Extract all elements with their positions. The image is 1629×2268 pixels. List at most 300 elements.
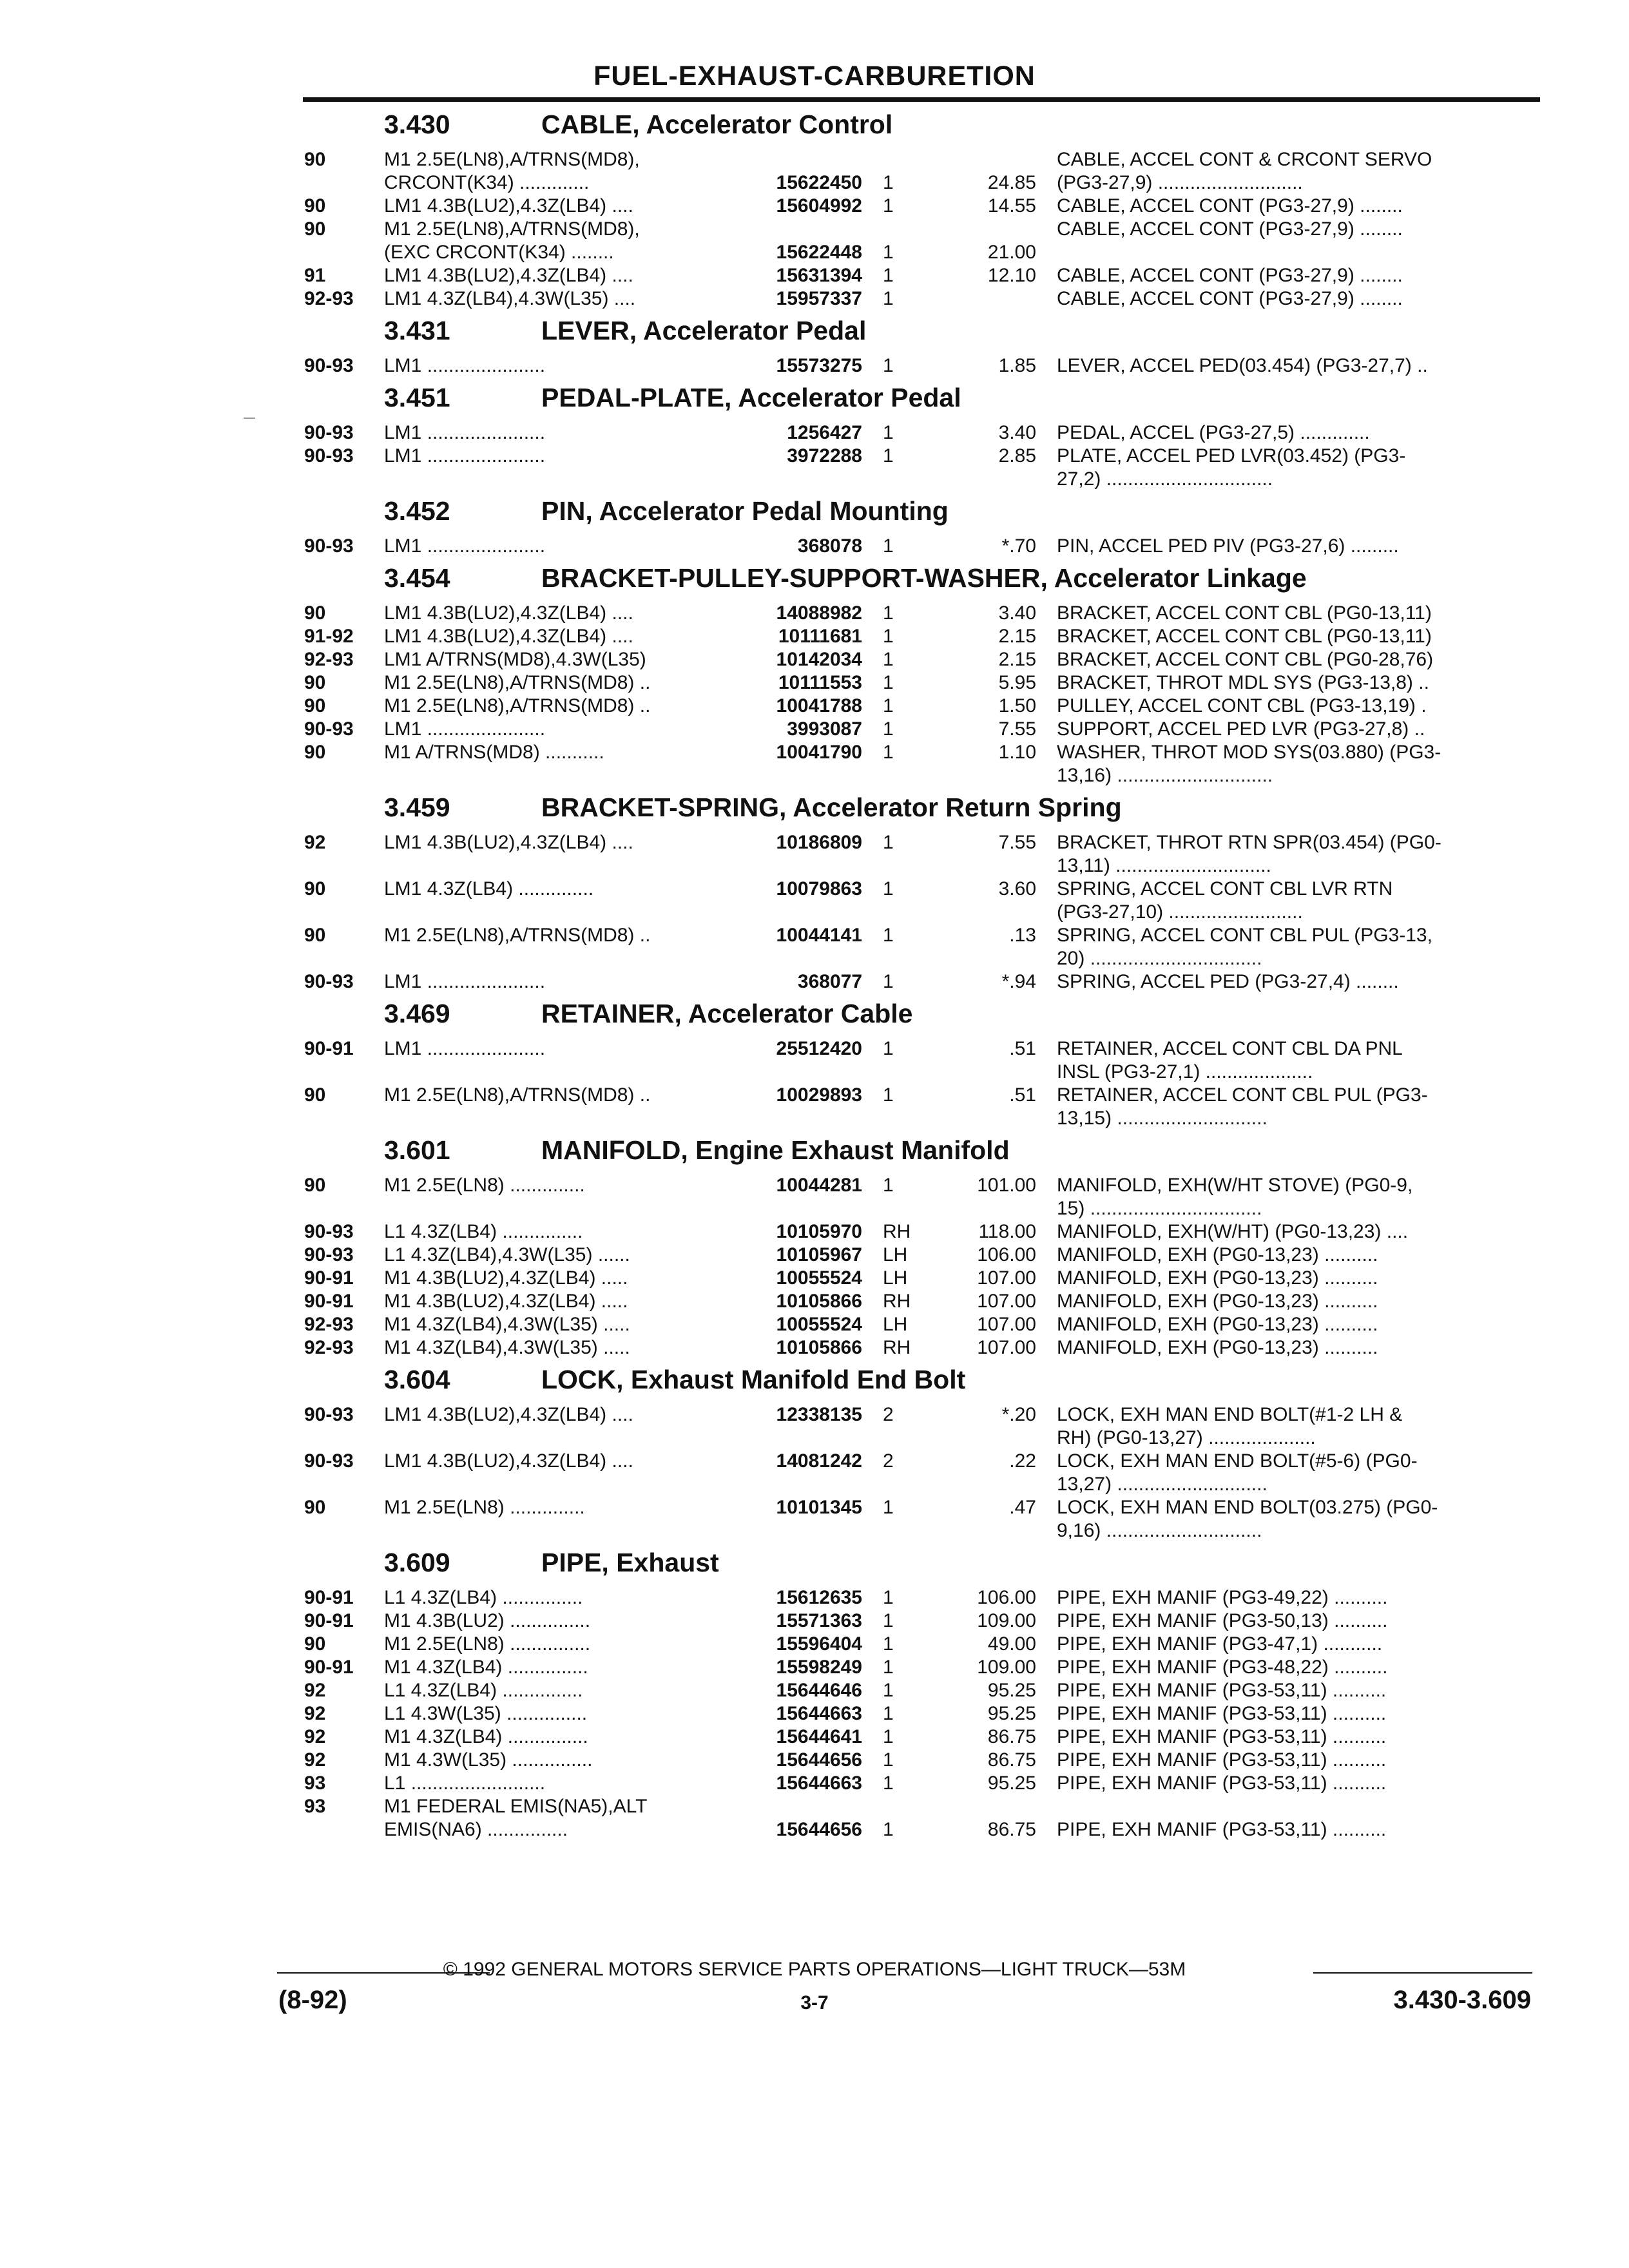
price: 21.00 [987,242,1036,263]
application-line: L1 4.3Z(LB4),4.3W(L35) ...... [384,1244,630,1265]
description-line: PIPE, EXH MANIF (PG3-47,1) ........... [1057,1633,1383,1655]
section-heading [0,563,1629,602]
application [384,671,726,695]
year-range: 90-91 [304,1657,354,1678]
part-row [0,1656,1629,1679]
description [1057,535,1534,558]
quantity: RH [883,1337,911,1358]
description-line: SPRING, ACCEL CONT CBL PUL (PG3-13, [1057,925,1432,946]
quantity: 1 [883,172,894,193]
description-line: LEVER, ACCEL PED(03.454) (PG3-27,7) .. [1057,355,1428,376]
price: 1.50 [998,695,1036,716]
part-row [0,602,1629,625]
description-line: PIPE, EXH MANIF (PG3-50,13) .......... [1057,1610,1388,1631]
application-line: M1 4.3Z(LB4) ............... [384,1726,588,1747]
quantity: LH [883,1314,908,1335]
quantity: 1 [883,355,894,376]
price: 24.85 [987,172,1036,193]
description [1057,1749,1534,1772]
part-number: 15604992 [776,195,862,216]
description-line: PEDAL, ACCEL (PG3-27,5) ............. [1057,422,1370,443]
application-line: (EXC CRCONT(K34) ........ [384,242,614,263]
part-number: 15644663 [776,1703,862,1724]
application-line: M1 A/TRNS(MD8) ........... [384,742,604,763]
application-line: M1 4.3W(L35) ............... [384,1749,593,1771]
quantity: 1 [883,1175,894,1196]
part-row [0,148,1629,195]
section-gap [0,491,1629,496]
application [384,1336,726,1360]
year-range: 92 [304,1680,326,1701]
application [384,148,726,195]
section-title: LEVER, Accelerator Pedal [541,316,867,345]
part-row [0,625,1629,648]
year-range: 90 [304,742,326,763]
part-number: 10105866 [776,1337,862,1358]
application [384,602,726,625]
part-row [0,1037,1629,1084]
footer-date: (8-92) [278,1986,347,2014]
part-number: 15596404 [776,1633,862,1655]
section-gap [0,787,1629,793]
quantity: 1 [883,626,894,647]
description [1057,354,1534,378]
application [384,625,726,648]
quantity: 1 [883,878,894,899]
part-number: 10111553 [778,672,862,693]
section-gap [0,311,1629,316]
part-number: 10105967 [776,1244,862,1265]
year-range: 92-93 [304,649,354,670]
price: 106.00 [977,1587,1036,1608]
part-number: 15644663 [776,1773,862,1794]
price: 7.55 [998,718,1036,740]
description-line: (PG3-27,10) ......................... [1057,901,1303,923]
application [384,1084,726,1107]
part-row [0,421,1629,445]
description-line: CABLE, ACCEL CONT (PG3-27,9) ........ [1057,218,1403,240]
application [384,695,726,718]
price: 107.00 [977,1314,1036,1335]
description [1057,671,1534,695]
description [1057,1084,1534,1130]
description [1057,648,1534,671]
price: *.20 [1001,1404,1036,1425]
part-row [0,264,1629,287]
price: 49.00 [987,1633,1036,1655]
section-gap [0,1130,1629,1135]
description [1057,1336,1534,1360]
application-line: LM1 4.3B(LU2),4.3Z(LB4) .... [384,602,633,624]
description-line: 13,15) ............................ [1057,1108,1268,1129]
section-number: 3.609 [384,1548,450,1577]
part-number: 10055524 [776,1267,862,1289]
header-rule [303,97,1540,102]
description [1057,695,1534,718]
quantity: 1 [883,1749,894,1771]
price: .51 [1009,1084,1036,1106]
part-number: 15644641 [776,1726,862,1747]
section-heading [0,1548,1629,1586]
price: .13 [1009,925,1036,946]
quantity: 1 [883,672,894,693]
year-range: 92 [304,1726,326,1747]
description-line: 20) ................................ [1057,948,1262,969]
price: 86.75 [987,1749,1036,1771]
section-number: 3.601 [384,1135,450,1165]
part-number: 15622450 [776,172,862,193]
description [1057,718,1534,741]
description-line: SPRING, ACCEL CONT CBL LVR RTN [1057,878,1393,899]
description [1057,1702,1534,1725]
description [1057,195,1534,218]
description-line: PIPE, EXH MANIF (PG3-48,22) .......... [1057,1657,1388,1678]
description-line: MANIFOLD, EXH (PG0-13,23) .......... [1057,1337,1378,1358]
section-title: PEDAL-PLATE, Accelerator Pedal [541,383,961,412]
description-line: MANIFOLD, EXH (PG0-13,23) .......... [1057,1267,1378,1289]
section-number: 3.604 [384,1365,450,1394]
section-title: LOCK, Exhaust Manifold End Bolt [541,1365,966,1394]
price: .51 [1009,1038,1036,1059]
application-line: M1 2.5E(LN8),A/TRNS(MD8) .. [384,925,651,946]
description-line: CABLE, ACCEL CONT & CRCONT SERVO [1057,149,1432,170]
part-number: 15598249 [776,1657,862,1678]
description [1057,1220,1534,1244]
description [1057,218,1534,241]
application [384,648,726,671]
part-row [0,1450,1629,1496]
application-line: M1 4.3B(LU2),4.3Z(LB4) ..... [384,1291,628,1312]
description-line: PIPE, EXH MANIF (PG3-49,22) .......... [1057,1587,1388,1608]
price: 5.95 [998,672,1036,693]
description-line: RETAINER, ACCEL CONT CBL DA PNL [1057,1038,1403,1059]
application-line: M1 2.5E(LN8),A/TRNS(MD8) .. [384,672,651,693]
description-line: PLATE, ACCEL PED LVR(03.452) (PG3- [1057,445,1406,466]
description [1057,924,1534,970]
part-row [0,535,1629,558]
description [1057,1267,1534,1290]
application [384,1290,726,1313]
part-number: 14088982 [776,602,862,624]
year-range: 90-93 [304,718,354,740]
application [384,1313,726,1336]
description [1057,878,1534,924]
application-line: LM1 ...................... [384,422,546,443]
part-row [0,218,1629,264]
application-line: LM1 4.3B(LU2),4.3Z(LB4) .... [384,832,633,853]
part-row [0,671,1629,695]
application [384,878,726,901]
application [384,1725,726,1749]
part-row [0,718,1629,741]
section-gap [0,1360,1629,1365]
application [384,1496,726,1519]
description-line: CABLE, ACCEL CONT (PG3-27,9) ........ [1057,265,1403,286]
application [384,218,726,264]
application [384,535,726,558]
price: 109.00 [977,1610,1036,1631]
section-title: MANIFOLD, Engine Exhaust Manifold [541,1135,1010,1165]
description-line: PULLEY, ACCEL CONT CBL (PG3-13,19) . [1057,695,1427,716]
application [384,1037,726,1061]
quantity: 1 [883,1610,894,1631]
part-number: 15957337 [776,288,862,309]
application-line: LM1 ...................... [384,355,546,376]
description-line: PIPE, EXH MANIF (PG3-53,11) .......... [1057,1680,1387,1701]
quantity: RH [883,1291,911,1312]
description-line: (PG3-27,9) ........................... [1057,172,1303,193]
quantity: 1 [883,971,894,992]
price: 1.10 [998,742,1036,763]
price: 95.25 [987,1703,1036,1724]
year-range: 90 [304,602,326,624]
part-number: 15644656 [776,1749,862,1771]
description [1057,1656,1534,1679]
description [1057,1450,1534,1496]
part-number: 3993087 [787,718,862,740]
application [384,1267,726,1290]
part-row [0,1633,1629,1656]
description-line: BRACKET, THROT MDL SYS (PG3-13,8) .. [1057,672,1429,693]
quantity: 1 [883,695,894,716]
application [384,970,726,994]
part-row [0,1749,1629,1772]
section-gap [0,558,1629,563]
application-line: LM1 4.3B(LU2),4.3Z(LB4) .... [384,1450,633,1472]
application-line: LM1 ...................... [384,535,546,557]
application-line: LM1 ...................... [384,445,546,466]
part-number: 368077 [797,971,862,992]
description-line: MANIFOLD, EXH (PG0-13,23) .......... [1057,1244,1378,1265]
application-line: LM1 4.3B(LU2),4.3Z(LB4) .... [384,265,633,286]
description-line: RETAINER, ACCEL CONT CBL PUL (PG3- [1057,1084,1428,1106]
quantity: 1 [883,649,894,670]
year-range: 90 [304,1175,326,1196]
description [1057,1633,1534,1656]
part-row [0,1403,1629,1450]
description-line: BRACKET, ACCEL CONT CBL (PG0-13,11) [1057,602,1432,624]
quantity: 1 [883,265,894,286]
description [1057,1679,1534,1702]
part-number: 10105970 [776,1221,862,1242]
footer-copyright: © 1992 GENERAL MOTORS SERVICE PARTS OPERATIONS—LIGHT TRUCK—53M [443,1959,1186,1980]
part-number: 368078 [797,535,862,557]
quantity: 1 [883,832,894,853]
quantity: 1 [883,718,894,740]
description-line: 13,27) ............................ [1057,1474,1268,1495]
application-line: L1 4.3W(L35) ............... [384,1703,588,1724]
part-row [0,1244,1629,1267]
application-line: M1 2.5E(LN8),A/TRNS(MD8) .. [384,695,651,716]
application-line: L1 4.3Z(LB4) ............... [384,1587,583,1608]
application-line: LM1 4.3Z(LB4),4.3W(L35) .... [384,288,636,309]
description-line: INSL (PG3-27,1) .................... [1057,1061,1313,1082]
part-number: 1256427 [787,422,862,443]
year-range: 90 [304,1084,326,1106]
price: 3.40 [998,602,1036,624]
part-row [0,1084,1629,1130]
part-row [0,648,1629,671]
year-range: 92 [304,832,326,853]
description [1057,1772,1534,1795]
part-row [0,195,1629,218]
application-line: EMIS(NA6) ............... [384,1819,568,1840]
description [1057,287,1534,311]
description-line: MANIFOLD, EXH(W/HT) (PG0-13,23) .... [1057,1221,1409,1242]
section-number: 3.469 [384,999,450,1028]
part-row [0,354,1629,378]
year-range: 90-93 [304,355,354,376]
part-number: 15644656 [776,1819,862,1840]
quantity: 1 [883,1703,894,1724]
year-range: 90 [304,925,326,946]
year-range: 90-91 [304,1291,354,1312]
application-line: LM1 ...................... [384,718,546,740]
price: 95.25 [987,1680,1036,1701]
application [384,741,726,764]
section-gap [0,1542,1629,1548]
description-line: SUPPORT, ACCEL PED LVR (PG3-27,8) .. [1057,718,1425,740]
section-title: PIPE, Exhaust [541,1548,719,1577]
quantity: 2 [883,1404,894,1425]
part-number: 10029893 [776,1084,862,1106]
year-range: 90-93 [304,1244,354,1265]
description [1057,1313,1534,1336]
application [384,1749,726,1772]
price: 106.00 [977,1244,1036,1265]
description-line: 13,16) ............................. [1057,765,1273,786]
application-line: L1 4.3Z(LB4) ............... [384,1221,583,1242]
application [384,1220,726,1244]
price: .47 [1009,1497,1036,1518]
part-number: 10055524 [776,1314,862,1335]
description [1057,625,1534,648]
description-line: MANIFOLD, EXH (PG0-13,23) .......... [1057,1291,1378,1312]
price: *.70 [1001,535,1036,557]
quantity: LH [883,1267,908,1289]
year-range: 90 [304,695,326,716]
year-range: 90-93 [304,1221,354,1242]
year-range: 90 [304,1497,326,1518]
description-line: PIPE, EXH MANIF (PG3-53,11) .......... [1057,1819,1387,1840]
year-range: 92-93 [304,1314,354,1335]
application [384,445,726,468]
description-line: BRACKET, ACCEL CONT CBL (PG0-28,76) [1057,649,1434,670]
part-row [0,741,1629,787]
year-range: 91-92 [304,626,354,647]
description-line: 15) ................................ [1057,1198,1262,1219]
section-gap [0,378,1629,383]
section-heading [0,1135,1629,1174]
description [1057,1496,1534,1542]
description [1057,421,1534,445]
part-row [0,970,1629,994]
quantity: 1 [883,1084,894,1106]
part-row [0,1290,1629,1313]
year-range: 90-91 [304,1267,354,1289]
application [384,1403,726,1427]
part-row [0,1702,1629,1725]
year-range: 90-93 [304,1450,354,1472]
part-number: 12338135 [776,1404,862,1425]
application [384,1795,726,1841]
page-header: FUEL-EXHAUST-CARBURETION [593,61,1036,91]
description-line: PIN, ACCEL PED PIV (PG3-27,6) ......... [1057,535,1399,557]
part-row [0,1267,1629,1290]
part-row [0,1174,1629,1220]
section-gap [0,994,1629,999]
part-row [0,695,1629,718]
description [1057,1725,1534,1749]
section-heading [0,1365,1629,1403]
quantity: 1 [883,195,894,216]
year-range: 90 [304,218,326,240]
description-line: PIPE, EXH MANIF (PG3-53,11) .......... [1057,1773,1387,1794]
application-line: CRCONT(K34) ............. [384,172,590,193]
application [384,1633,726,1656]
quantity: 1 [883,1497,894,1518]
section-heading [0,496,1629,535]
description-line: PIPE, EXH MANIF (PG3-53,11) .......... [1057,1726,1387,1747]
quantity: 1 [883,602,894,624]
section-number: 3.431 [384,316,450,345]
quantity: 1 [883,535,894,557]
application-line: M1 2.5E(LN8) .............. [384,1175,585,1196]
application [384,354,726,378]
price: 107.00 [977,1337,1036,1358]
part-row [0,1220,1629,1244]
description-line: 27,2) ............................... [1057,468,1273,490]
application [384,1772,726,1795]
part-number: 3972288 [787,445,862,466]
description [1057,264,1534,287]
description [1057,1244,1534,1267]
part-number: 10044141 [776,925,862,946]
part-row [0,1610,1629,1633]
year-range: 90-93 [304,535,354,557]
part-number: 10105866 [776,1291,862,1312]
quantity: 2 [883,1450,894,1472]
part-row [0,831,1629,878]
year-range: 92 [304,1749,326,1771]
application-line: M1 2.5E(LN8),A/TRNS(MD8), [384,149,640,170]
quantity: 1 [883,288,894,309]
price: 2.15 [998,649,1036,670]
description-line: 13,11) ............................. [1057,855,1271,876]
description [1057,1586,1534,1610]
application-line: L1 4.3Z(LB4) ............... [384,1680,583,1701]
application [384,1450,726,1473]
application-line: LM1 4.3Z(LB4) .............. [384,878,594,899]
part-number: 15631394 [776,265,862,286]
part-number: 15622448 [776,242,862,263]
year-range: 92 [304,1703,326,1724]
description [1057,970,1534,994]
application-line: LM1 ...................... [384,971,546,992]
application [384,1679,726,1702]
quantity: 1 [883,1038,894,1059]
section-title: BRACKET-PULLEY-SUPPORT-WASHER, Accelerator Linkage [541,563,1307,593]
section-title: BRACKET-SPRING, Accelerator Return Spring [541,793,1122,822]
part-number: 15644646 [776,1680,862,1701]
section-heading [0,383,1629,421]
application [384,1656,726,1679]
application-line: LM1 4.3B(LU2),4.3Z(LB4) .... [384,1404,633,1425]
description-line: LOCK, EXH MAN END BOLT(03.275) (PG0- [1057,1497,1438,1518]
description-line: LOCK, EXH MAN END BOLT(#5-6) (PG0- [1057,1450,1418,1472]
part-row [0,1336,1629,1360]
part-row [0,1496,1629,1542]
